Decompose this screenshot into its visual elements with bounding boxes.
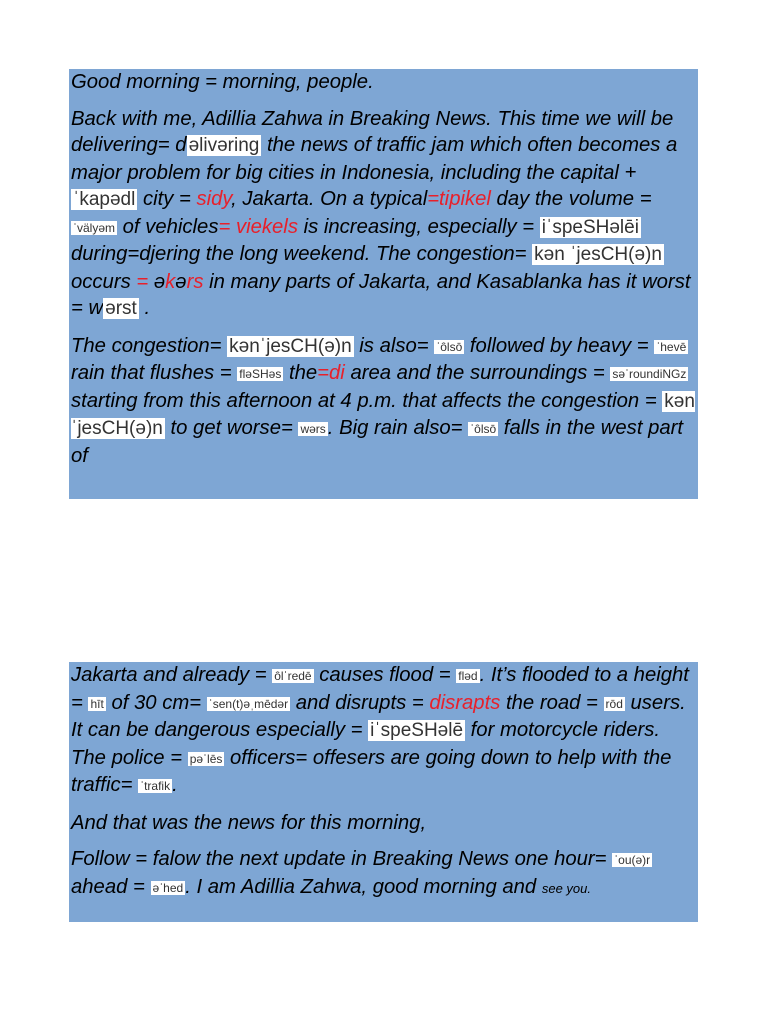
text: during=djering the long weekend. The congestion= [71,243,533,265]
text: users. It can be dangerous especially = [71,691,686,741]
text: officers= offesers are going down to help with the traffic= [71,746,672,796]
pronunciation: ˈtrafik [140,779,171,793]
text: . I am Adillia Zahwa, good morning and [185,875,542,898]
pronunciation: hīt [90,696,104,711]
pronunciation: ˈvälyəm [73,220,116,235]
text: starting from this afternoon at 4 p.m. that affects the congestion = [71,389,663,412]
text: ahead = [71,875,151,898]
text: is also= [353,334,435,357]
text: of vehicles [117,215,219,238]
text: for motorcycle riders. The police = [71,719,661,769]
text: . [172,774,178,796]
text: Good morning = morning, people. [71,71,374,93]
text-block-bottom [69,662,698,922]
red-note: = [136,270,154,293]
red-note: sidy [196,188,232,210]
paragraph-greeting [71,69,696,96]
text: to get worse= [164,417,299,439]
pronunciation: rōd [605,696,623,711]
pronunciation: fləSHəs [239,367,282,381]
paragraph-signoff [71,846,696,902]
red-note: = viekels [218,215,298,238]
pronunciation: fləd [458,669,478,683]
text: is increasing, especially = [297,215,540,238]
text: day the volume = [490,188,652,210]
text: area and the surroundings = [344,362,611,384]
text: Back with me, Adillia Zahwa in Breaking News. This time we will be delivering= d [71,107,674,156]
paragraph-congestion [71,333,696,470]
pronunciation: pəˈlēs [189,751,223,766]
pronunciation: ôlˈredē [274,669,312,683]
pronunciation: wərs [300,422,326,436]
text: ə [153,270,166,293]
paragraph-closing [71,810,696,837]
text: ə [175,270,187,293]
red-note: disrapts [429,691,501,714]
paragraph-intro [71,106,696,323]
pronunciation: iˈspeSHəlēi [541,216,639,238]
pronunciation: ˈsen(t)əˌmēdər [208,696,289,711]
text: Jakarta and already = [71,664,273,686]
text: the [283,362,318,384]
pronunciation: ərst [105,298,137,319]
text: . [138,297,151,319]
paragraph-flood [71,662,696,800]
text: of 30 cm= [105,691,207,714]
pronunciation: ˈkapədl [73,189,136,210]
text: city = [137,188,197,210]
text: , Jakarta. On a typical [231,188,428,210]
red-note: k [165,270,176,293]
text: causes flood = [313,664,457,686]
text: And that was the news for this morning, [71,811,427,834]
text: Follow = falow the next update in Breaking News one hour= [71,848,613,870]
red-note: =di [317,362,345,384]
text: the road = [500,691,604,714]
pronunciation: ˈôlsō [470,422,497,436]
pronunciation: əlivəring [188,135,260,156]
text: . Big rain also= [327,417,469,439]
text: . It’s flooded to a height = [71,664,689,714]
pronunciation: ˈhevē [656,339,687,354]
pronunciation: kənˈjesCH(ə)n [229,335,352,357]
text: and disrupts = [290,691,430,714]
pronunciation: kən ˈjesCH(ə)n [534,244,662,265]
text: followed by heavy = [464,334,655,357]
pronunciation: əˈhed [152,880,184,895]
text: in many parts of Jakarta, and Kasablanka has it worst = w [71,270,691,319]
text: occurs [71,270,137,293]
pronunciation: iˈspeSHəlē [370,720,464,741]
text-small: see you. [541,880,591,896]
text: falls in the west part of [71,417,684,467]
red-note: =tipikel [427,188,491,210]
text: rain that flushes = [71,362,238,384]
pronunciation: ˈôlsō [436,339,463,354]
red-note: rs [186,270,204,293]
text: the news of traffic jam which often becomes a major problem for big cities in Indonesia, including the capital + [71,134,678,184]
text: The congestion= [71,334,228,357]
pronunciation: kənˈjesCH(ə)n [71,390,695,439]
pronunciation: səˈroundiNGz [612,367,687,381]
pronunciation: ˈou(ə)r [614,853,651,867]
text-block-top [69,69,698,499]
